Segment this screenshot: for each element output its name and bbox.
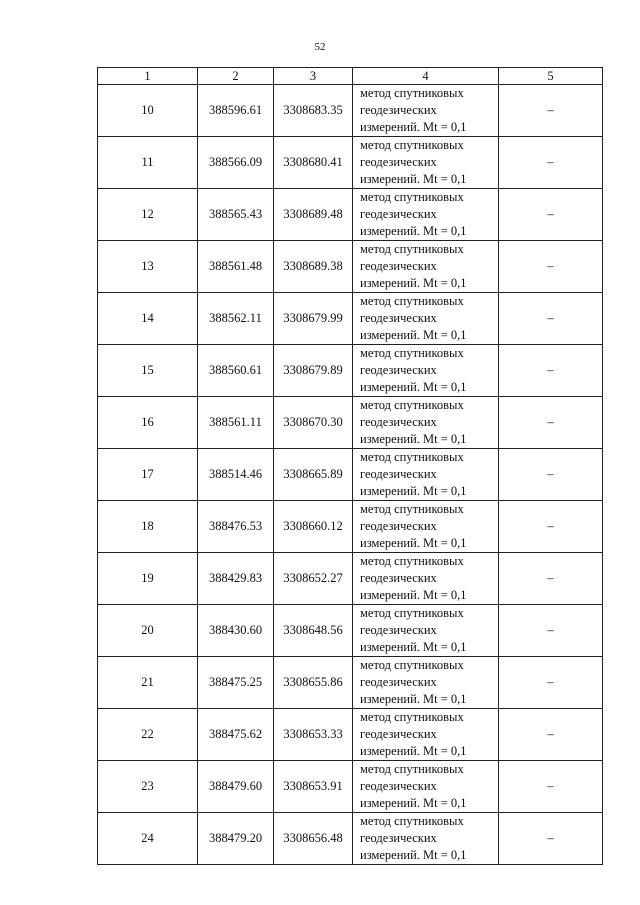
y-coordinate-cell: 3308689.38	[274, 241, 353, 293]
method-line: геодезических	[360, 259, 437, 273]
method-cell	[353, 85, 499, 137]
method-cell	[353, 501, 499, 553]
x-coordinate-cell: 388475.25	[198, 657, 274, 709]
point-number-cell: 20	[98, 605, 198, 657]
y-coordinate-cell: 3308679.89	[274, 345, 353, 397]
table-row	[98, 345, 603, 397]
header-row	[98, 68, 603, 85]
point-number-cell: 19	[98, 553, 198, 605]
method-line: измерений. Mt = 0,1	[360, 172, 467, 186]
method-line: измерений. Mt = 0,1	[360, 848, 467, 862]
x-coordinate-cell: 388430.60	[198, 605, 274, 657]
y-coordinate-cell: 3308679.99	[274, 293, 353, 345]
note-cell: –	[499, 813, 603, 865]
method-line: геодезических	[360, 623, 437, 637]
table-row	[98, 397, 603, 449]
y-coordinate-cell: 3308648.56	[274, 605, 353, 657]
x-coordinate-cell: 388514.46	[198, 449, 274, 501]
method-line: метод спутниковых	[360, 190, 464, 204]
method-line: геодезических	[360, 155, 437, 169]
x-coordinate-cell: 388475.62	[198, 709, 274, 761]
column-header-4: 4	[353, 68, 499, 85]
x-coordinate-cell: 388479.60	[198, 761, 274, 813]
method-cell	[353, 449, 499, 501]
method-line: метод спутниковых	[360, 762, 464, 776]
note-cell: –	[499, 241, 603, 293]
method-line: измерений. Mt = 0,1	[360, 276, 467, 290]
column-header-5: 5	[499, 68, 603, 85]
x-coordinate-cell: 388562.11	[198, 293, 274, 345]
method-line: геодезических	[360, 519, 437, 533]
method-line: измерений. Mt = 0,1	[360, 380, 467, 394]
table-header	[98, 68, 603, 85]
method-cell	[353, 657, 499, 709]
method-line: метод спутниковых	[360, 710, 464, 724]
method-cell	[353, 605, 499, 657]
note-cell: –	[499, 293, 603, 345]
point-number-cell: 14	[98, 293, 198, 345]
x-coordinate-cell: 388429.83	[198, 553, 274, 605]
method-cell	[353, 397, 499, 449]
method-line: метод спутниковых	[360, 606, 464, 620]
x-coordinate-cell: 388561.11	[198, 397, 274, 449]
method-line: метод спутниковых	[360, 814, 464, 828]
method-cell	[353, 813, 499, 865]
column-header-1: 1	[98, 68, 198, 85]
point-number-cell: 13	[98, 241, 198, 293]
y-coordinate-cell: 3308653.91	[274, 761, 353, 813]
x-coordinate-cell: 388479.20	[198, 813, 274, 865]
method-line: геодезических	[360, 831, 437, 845]
point-number-cell: 22	[98, 709, 198, 761]
table-row	[98, 501, 603, 553]
y-coordinate-cell: 3308660.12	[274, 501, 353, 553]
method-line: метод спутниковых	[360, 346, 464, 360]
method-cell	[353, 345, 499, 397]
x-coordinate-cell: 388566.09	[198, 137, 274, 189]
page-number: 52	[314, 41, 326, 53]
method-cell	[353, 709, 499, 761]
method-line: метод спутниковых	[360, 242, 464, 256]
table-body	[98, 85, 603, 865]
table-row	[98, 709, 603, 761]
table-row	[98, 241, 603, 293]
note-cell: –	[499, 85, 603, 137]
method-line: метод спутниковых	[360, 86, 464, 100]
table-row	[98, 137, 603, 189]
y-coordinate-cell: 3308653.33	[274, 709, 353, 761]
note-cell: –	[499, 345, 603, 397]
note-cell: –	[499, 137, 603, 189]
table-row	[98, 189, 603, 241]
x-coordinate-cell: 388561.48	[198, 241, 274, 293]
method-line: геодезических	[360, 415, 437, 429]
method-line: измерений. Mt = 0,1	[360, 744, 467, 758]
point-number-cell: 23	[98, 761, 198, 813]
point-number-cell: 18	[98, 501, 198, 553]
x-coordinate-cell: 388596.61	[198, 85, 274, 137]
y-coordinate-cell: 3308652.27	[274, 553, 353, 605]
method-line: геодезических	[360, 779, 437, 793]
y-coordinate-cell: 3308689.48	[274, 189, 353, 241]
column-header-2: 2	[198, 68, 274, 85]
method-line: геодезических	[360, 675, 437, 689]
note-cell: –	[499, 657, 603, 709]
method-line: геодезических	[360, 467, 437, 481]
point-number-cell: 10	[98, 85, 198, 137]
method-line: метод спутниковых	[360, 294, 464, 308]
method-line: измерений. Mt = 0,1	[360, 328, 467, 342]
note-cell: –	[499, 605, 603, 657]
method-cell	[353, 553, 499, 605]
y-coordinate-cell: 3308665.89	[274, 449, 353, 501]
table-row	[98, 813, 603, 865]
method-line: измерений. Mt = 0,1	[360, 224, 467, 238]
table-row	[98, 657, 603, 709]
method-line: геодезических	[360, 727, 437, 741]
method-line: метод спутниковых	[360, 450, 464, 464]
method-cell	[353, 189, 499, 241]
column-header-3: 3	[274, 68, 353, 85]
method-line: измерений. Mt = 0,1	[360, 692, 467, 706]
x-coordinate-cell: 388476.53	[198, 501, 274, 553]
y-coordinate-cell: 3308656.48	[274, 813, 353, 865]
method-line: метод спутниковых	[360, 554, 464, 568]
note-cell: –	[499, 501, 603, 553]
table-row	[98, 605, 603, 657]
method-line: измерений. Mt = 0,1	[360, 640, 467, 654]
method-line: измерений. Mt = 0,1	[360, 120, 467, 134]
note-cell: –	[499, 397, 603, 449]
y-coordinate-cell: 3308670.30	[274, 397, 353, 449]
method-line: геодезических	[360, 103, 437, 117]
method-line: измерений. Mt = 0,1	[360, 484, 467, 498]
method-line: метод спутниковых	[360, 398, 464, 412]
method-line: измерений. Mt = 0,1	[360, 588, 467, 602]
method-line: метод спутниковых	[360, 138, 464, 152]
method-cell	[353, 293, 499, 345]
method-line: метод спутниковых	[360, 658, 464, 672]
table-row	[98, 449, 603, 501]
note-cell: –	[499, 761, 603, 813]
note-cell: –	[499, 449, 603, 501]
coordinates-table	[97, 67, 603, 865]
table-row	[98, 85, 603, 137]
table-row	[98, 761, 603, 813]
y-coordinate-cell: 3308683.35	[274, 85, 353, 137]
note-cell: –	[499, 189, 603, 241]
method-line: метод спутниковых	[360, 502, 464, 516]
method-line: измерений. Mt = 0,1	[360, 796, 467, 810]
point-number-cell: 12	[98, 189, 198, 241]
method-cell	[353, 761, 499, 813]
method-line: геодезических	[360, 311, 437, 325]
point-number-cell: 16	[98, 397, 198, 449]
note-cell: –	[499, 553, 603, 605]
method-line: геодезических	[360, 571, 437, 585]
method-line: геодезических	[360, 363, 437, 377]
point-number-cell: 24	[98, 813, 198, 865]
method-cell	[353, 241, 499, 293]
point-number-cell: 17	[98, 449, 198, 501]
method-line: геодезических	[360, 207, 437, 221]
point-number-cell: 15	[98, 345, 198, 397]
point-number-cell: 21	[98, 657, 198, 709]
method-line: измерений. Mt = 0,1	[360, 536, 467, 550]
method-cell	[353, 137, 499, 189]
y-coordinate-cell: 3308655.86	[274, 657, 353, 709]
x-coordinate-cell: 388560.61	[198, 345, 274, 397]
point-number-cell: 11	[98, 137, 198, 189]
table-row	[98, 553, 603, 605]
method-line: измерений. Mt = 0,1	[360, 432, 467, 446]
table-row	[98, 293, 603, 345]
x-coordinate-cell: 388565.43	[198, 189, 274, 241]
y-coordinate-cell: 3308680.41	[274, 137, 353, 189]
note-cell: –	[499, 709, 603, 761]
